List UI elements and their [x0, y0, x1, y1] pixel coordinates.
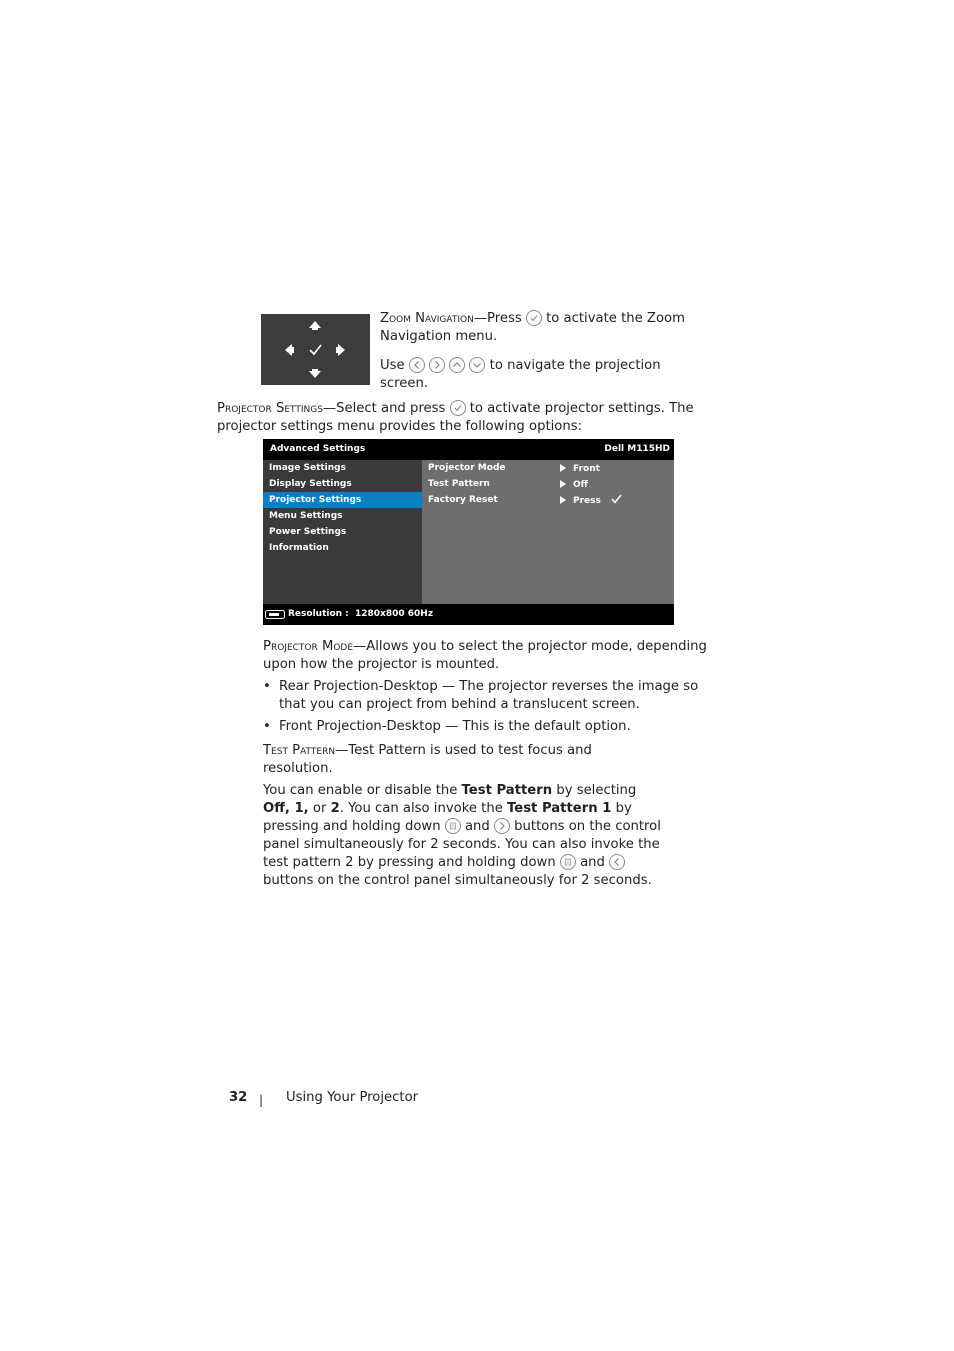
- triangle-right-icon: [560, 464, 566, 472]
- resolution-icon: [265, 609, 285, 620]
- triangle-right-icon: [560, 496, 566, 504]
- right-arrow-icon: [494, 818, 510, 834]
- up-arrow-icon: [449, 357, 465, 373]
- down-arrow-icon: [469, 357, 485, 373]
- osd-header-model: Dell M115HD: [604, 444, 670, 454]
- osd-menu-item: Display Settings: [269, 479, 352, 489]
- zoom-navigation-heading: Zoom Navigation—: [380, 311, 488, 326]
- test-pattern-paragraph: You can enable or disable the Test Pattern by selecting Off, 1, or 2. You can also invoke the Test Pattern 1 by pressing and holding down and buttons on the control panel simultaneously for 2 seconds. You can also invoke the test pattern 2 by pressing and holding down and buttons on the control panel simultaneously for 2 seconds.: [263, 783, 661, 888]
- zoom-navigation-section: [380, 310, 710, 393]
- test-pattern-section: [263, 742, 663, 890]
- left-arrow-icon: [609, 854, 625, 870]
- list-item: • Front Projection-Desktop — This is the default option.: [263, 718, 708, 736]
- menu-button-icon: [445, 818, 461, 834]
- projector-mode-paragraph: Projector Mode—Allows you to select the projector mode, depending upon how the projector is mounted.: [263, 639, 707, 672]
- osd-footer: [263, 604, 674, 625]
- osd-menu-item: Power Settings: [269, 527, 347, 537]
- zoom-navigation-line2: Use to navigate the projection screen.: [380, 358, 661, 391]
- osd-menu-item: Information: [269, 543, 329, 553]
- osd-value: Front: [560, 461, 600, 477]
- projector-settings-section: [217, 400, 717, 436]
- osd-menu-item: Menu Settings: [269, 511, 343, 521]
- footer-section-title: Using Your Projector: [286, 1090, 419, 1105]
- check-icon: [610, 493, 624, 505]
- test-pattern-heading: Test Pattern—: [263, 743, 349, 758]
- osd-menu-item: Image Settings: [269, 463, 346, 473]
- check-icon: [526, 310, 542, 326]
- zoom-navigation-line1: Zoom Navigation—Press to activate the Zoom Navigation menu.: [380, 311, 685, 344]
- osd-submenu-item: Factory Reset: [428, 495, 498, 505]
- osd-menu-screenshot: [263, 439, 674, 625]
- zoom-navigation-illustration: [261, 314, 370, 385]
- check-icon: [450, 400, 466, 416]
- osd-value: Off: [560, 477, 588, 493]
- osd-menu-list: [263, 460, 422, 604]
- list-item: • Rear Projection-Desktop — The projector reverses the image so that you can project from behind a translucent screen.: [263, 678, 708, 714]
- left-arrow-icon: [409, 357, 425, 373]
- page-number: 32: [229, 1090, 248, 1105]
- osd-header: [263, 439, 674, 460]
- projector-mode-heading: Projector Mode—: [263, 639, 367, 654]
- osd-submenu-item: Test Pattern: [428, 479, 490, 489]
- osd-submenu-item: Projector Mode: [428, 463, 506, 473]
- projector-mode-list: [263, 678, 708, 736]
- osd-submenu: [422, 460, 674, 604]
- menu-button-icon: [560, 854, 576, 870]
- projector-settings-paragraph: Projector Settings—Select and press to activate projector settings. The projector settings menu provides the following options:: [217, 401, 694, 434]
- osd-header-title: Advanced Settings: [270, 444, 366, 454]
- right-arrow-icon: [429, 357, 445, 373]
- osd-value: Press: [560, 493, 624, 509]
- osd-footer-value: 1280x800 60Hz: [355, 609, 434, 619]
- page-footer: [229, 1089, 629, 1109]
- test-pattern-intro: Test Pattern—Test Pattern is used to test focus and resolution.: [263, 743, 592, 776]
- osd-menu-item-selected: Projector Settings: [263, 492, 422, 508]
- projector-settings-heading: Projector Settings—: [217, 401, 337, 416]
- footer-separator: |: [259, 1093, 264, 1107]
- osd-footer-label: Resolution :: [288, 609, 349, 619]
- triangle-right-icon: [560, 480, 566, 488]
- projector-mode-section: [263, 638, 708, 736]
